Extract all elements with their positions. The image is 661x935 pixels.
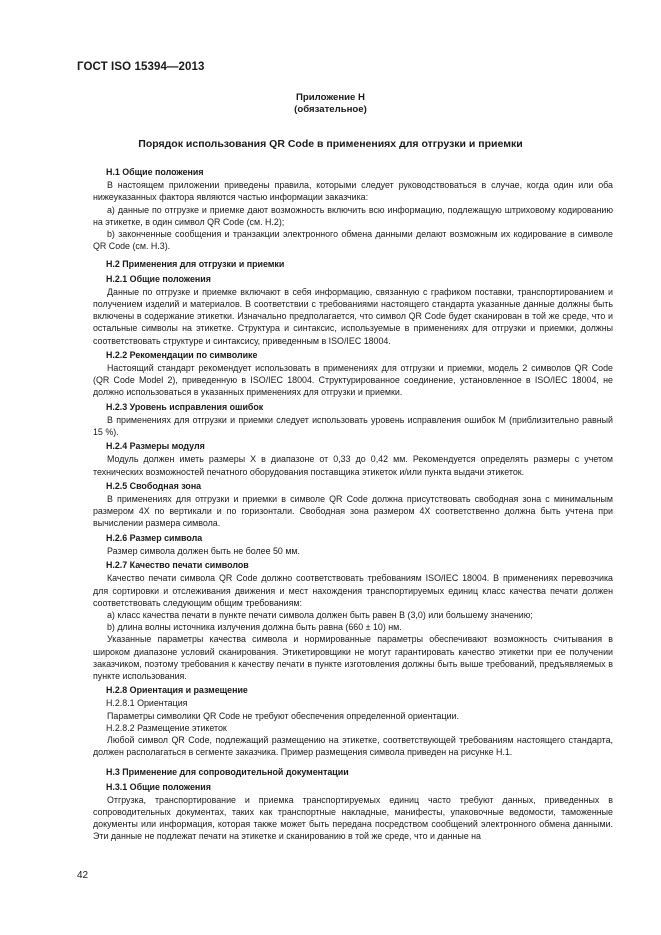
subsection-heading-h26: Н.2.6 Размер символа — [106, 532, 203, 543]
subsection-heading-h27: Н.2.7 Качество печати символов — [106, 560, 249, 571]
annex-title: Приложение Н — [296, 92, 365, 103]
paragraph: Размер символа должен быть не более 50 мм. — [107, 545, 301, 556]
document-title: Порядок использования QR Code в применениях для отгрузки и приемки — [138, 138, 523, 150]
paragraph: Качество печати символа QR Code должно соответствовать требованиям ISO/IEC 18004. В применениях перевозчика для сортировки и отслеживания движения и мест нахождения транспортируемых единиц класс качества печати должен соответствовать следующим общим требованиям: — [93, 573, 613, 608]
annex-heading — [0, 92, 661, 116]
paragraph: Любой символ QR Code, подлежащий размещению на этикетке, соответствующей требованиям настоящего стандарта, должен располагаться в сегменте заказчика. Пример размещения символа приведен на рисунке Н.1. — [93, 734, 613, 758]
subsection-heading-h21: Н.2.1 Общие положения — [106, 273, 211, 284]
paragraph: Модуль должен иметь размеры X в диапазоне от 0,33 до 0,42 мм. Рекомендуется определять размеры с учетом технических возможностей печатного оборудования поставщика этикеток и/или пункта выдачи этикеток. — [93, 454, 613, 477]
subsection-heading-h31: Н.3.1 Общие положения — [106, 781, 211, 792]
section-heading-h2: Н.2 Применения для отгрузки и приемки — [106, 259, 285, 270]
page-number: 42 — [77, 870, 89, 881]
list-item-b: b) законченные сообщения и транзакции электронного обмена данными делают возможным их кодирование в символе QR Code (см. Н.3). — [93, 229, 613, 252]
subsection-heading-h22: Н.2.2 Рекомендации по символике — [106, 349, 258, 360]
subsection-heading-h23: Н.2.3 Уровень исправления ошибок — [106, 401, 264, 412]
document-body — [93, 164, 613, 843]
list-item-a: а) данные по отгрузке и приемке дают возможность включить всю информацию, подлежащую штриховому кодированию на этикетке, в один символ QR Code (см. Н.2); — [93, 204, 613, 227]
section-heading-h3: Н.3 Применение для сопроводительной документации — [106, 767, 349, 778]
paragraph: В применениях для отгрузки и приемки следует использовать уровень исправления ошибок М (приблизительно равный 15 %). — [93, 414, 613, 438]
list-item-b: b) длина волны источника излучения должна быть равна (660 ± 10) нм. — [107, 622, 402, 633]
paragraph: Настоящий стандарт рекомендует использовать в применениях для отгрузки и приемки, модель 2 символов QR Code (QR Code Model 2), приведенную в ISO/IEC 18004. Структурированное соединение, установленное в ISO/IEC 18004, не должно использоваться в указанных применениях для отгрузки и приемки. — [93, 363, 613, 398]
subsection-heading-h282: Н.2.8.2 Размещение этикеток — [106, 722, 227, 733]
standard-header: ГОСТ ISO 15394—2013 — [77, 61, 205, 73]
annex-status: (обязательное) — [294, 104, 367, 115]
subsection-heading-h28: Н.2.8 Ориентация и размещение — [106, 685, 248, 696]
paragraph: Указанные параметры качества символа и нормированные параметры обеспечивают возможность считывания в широком диапазоне условий сканирования. Этикетировщики не могут гарантировать качество этикетки при ее получении заказчиком, поэтому требования к качеству печати в пункте изготовления должны быть выше требований, предъявляемых в пункте использования. — [93, 634, 613, 681]
section-heading-h1: Н.1 Общие положения — [106, 167, 204, 177]
subsection-heading-h25: Н.2.5 Свободная зона — [106, 480, 202, 491]
paragraph: Отгрузка, транспортирование и приемка транспортируемых единиц часто требуют данных, приведенных в сопроводительных документах, таких как транспортные накладные, манифесты, упаковочные ведомости, таможенные документы или информация, которая также может быть передана посредством сообщений электронного обмена данными. Эти данные не подлежат печати на этикетке и сканированию в той же среде, что и данные на — [93, 794, 613, 842]
paragraph: Данные по отгрузке и приемке включают в себя информацию, связанную с графиком поставки, транспортированием и получением изделий и материалов. В соответствии с требованиями настоящего стандарта указанные данные должны быть включены в содержание этикетки. Изначально предполагается, что символ QR Code будет сканирован в той же среде, что и остальные символы на этикетке. Структура и синтаксис, используемые в применениях для отгрузки и приемки, должны соответствовать структуре и синтаксису, приведенным в ISO/IEC 18004. — [93, 286, 613, 346]
subsection-heading-h24: Н.2.4 Размеры модуля — [106, 441, 205, 452]
subsection-heading-h281: Н.2.8.1 Ориентация — [106, 698, 188, 709]
paragraph: В применениях для отгрузки и приемки в символе QR Code должна присутствовать свободная зона с минимальным размером 4X по вертикали и по горизонтали. Свободная зона размером 4X соответственно должна быть учтена при вычислении размера символа. — [93, 494, 613, 529]
list-item-a: а) класс качества печати в пункте печати символа должен быть равен В (3,0) или большему значению; — [107, 609, 533, 620]
paragraph: В настоящем приложении приведены правила, которыми следует руководствоваться в случае, когда один или оба нижеуказанных фактора являются частью информации заказчика: — [93, 180, 613, 203]
paragraph: Параметры символики QR Code не требуют обеспечения определенной ориентации. — [107, 710, 459, 721]
